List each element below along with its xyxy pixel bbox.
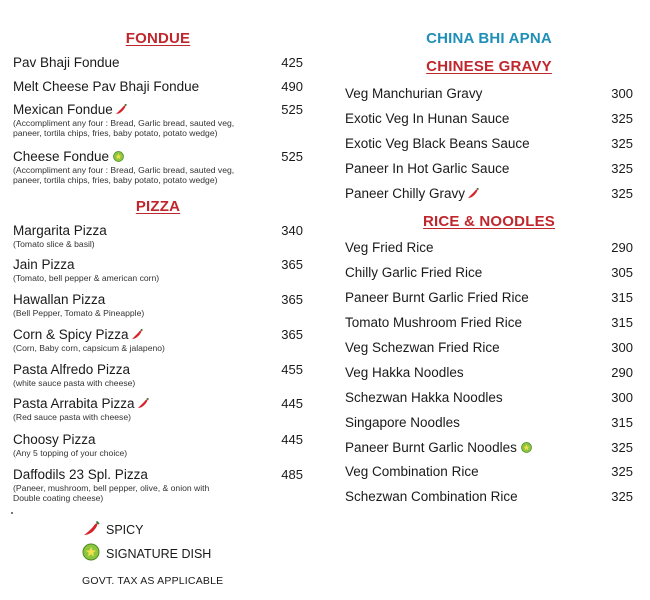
- item-description: paneer, tortila chips, fries, baby potato, potato wedge): [13, 175, 218, 185]
- item-name: Veg Combination Rice: [345, 464, 479, 479]
- item-name: Pasta Arrabita Pizza: [13, 396, 135, 411]
- menu-item: [345, 265, 633, 281]
- item-name: Exotic Veg Black Beans Sauce: [345, 136, 530, 151]
- chili-icon: [131, 329, 143, 340]
- item-description: (Accompliment any four : Bread, Garlic bread, sauted veg,: [13, 118, 235, 128]
- menu-item: [345, 365, 633, 381]
- item-name: Daffodils 23 Spl. Pizza: [13, 467, 148, 482]
- menu-item: [13, 55, 303, 71]
- section-title-pizza: PIZZA: [135, 198, 181, 215]
- menu-item: [345, 186, 633, 202]
- item-description: (Accompliment any four : Bread, Garlic bread, sauted veg,: [13, 165, 235, 175]
- item-price: 365: [281, 327, 303, 342]
- item-description: (Bell Pepper, Tomato & Pineapple): [13, 308, 145, 318]
- item-name: Schezwan Hakka Noodles: [345, 390, 503, 405]
- menu-item: [345, 440, 633, 456]
- item-name: Paneer Chilly Gravy: [345, 186, 466, 201]
- item-name: Hawallan Pizza: [13, 292, 106, 307]
- section-title-fondue: FONDUE: [125, 30, 191, 47]
- menu-item: [345, 464, 633, 480]
- item-price: 425: [281, 55, 303, 70]
- menu-item: [345, 240, 633, 256]
- item-name: Veg Fried Rice: [345, 240, 434, 255]
- item-description: Double coating cheese): [13, 493, 104, 503]
- item-name: Mexican Fondue: [13, 102, 113, 117]
- menu-item: [13, 149, 303, 185]
- item-price: 525: [281, 149, 303, 164]
- legend-signature-label: SIGNATURE DISH: [106, 547, 212, 561]
- item-price: 325: [611, 161, 633, 176]
- item-description: (Corn, Baby corn, capsicum & jalapeno): [13, 343, 165, 353]
- item-description: (white sauce pasta with cheese): [13, 378, 136, 388]
- tax-note: GOVT. TAX AS APPLICABLE: [82, 575, 224, 587]
- menu-item: [345, 111, 633, 127]
- item-price: 300: [611, 340, 633, 355]
- item-description: (Red sauce pasta with cheese): [13, 412, 131, 422]
- item-name: Pasta Alfredo Pizza: [13, 362, 131, 377]
- item-price: 340: [281, 223, 303, 238]
- menu-item: [345, 86, 633, 102]
- signature-icon: [113, 151, 124, 162]
- item-name: Paneer Burnt Garlic Noodles: [345, 440, 517, 455]
- menu-item: [13, 257, 303, 283]
- item-name: Jain Pizza: [13, 257, 75, 272]
- item-description: (Tomato, bell pepper & american corn): [13, 273, 160, 283]
- item-name: Cheese Fondue: [13, 149, 110, 164]
- item-name: Exotic Veg In Hunan Sauce: [345, 111, 510, 126]
- menu-item: [345, 489, 633, 505]
- item-price: 365: [281, 257, 303, 272]
- menu-item: [13, 102, 303, 138]
- item-name: Schezwan Combination Rice: [345, 489, 518, 504]
- chili-icon: [467, 188, 479, 199]
- signature-icon: [521, 442, 532, 453]
- item-name: Veg Hakka Noodles: [345, 365, 464, 380]
- legend-signature: [82, 543, 211, 561]
- item-name: Chilly Garlic Fried Rice: [345, 265, 483, 280]
- item-name: Corn & Spicy Pizza: [13, 327, 129, 342]
- item-price: 445: [281, 432, 303, 447]
- item-name: Paneer In Hot Garlic Sauce: [345, 161, 510, 176]
- item-price: 325: [611, 440, 633, 455]
- chili-icon: [82, 521, 100, 537]
- item-description: (Any 5 topping of your choice): [13, 448, 128, 458]
- menu-item: [345, 290, 633, 306]
- item-price: 325: [611, 464, 633, 479]
- item-price: 485: [281, 467, 303, 482]
- item-price: 300: [611, 86, 633, 101]
- menu-item: [345, 415, 633, 431]
- item-description: (Paneer, mushroom, bell pepper, olive, & onion with: [13, 483, 210, 493]
- item-price: 315: [611, 415, 633, 430]
- item-name: Tomato Mushroom Fried Rice: [345, 315, 523, 330]
- item-price: 490: [281, 79, 303, 94]
- item-price: 300: [611, 390, 633, 405]
- item-price: 325: [611, 186, 633, 201]
- menu-item: [13, 396, 303, 422]
- item-name: Veg Schezwan Fried Rice: [345, 340, 500, 355]
- item-price: 325: [611, 489, 633, 504]
- menu-item: [13, 223, 303, 249]
- item-price: 445: [281, 396, 303, 411]
- menu-item: [13, 327, 303, 353]
- item-name: Margarita Pizza: [13, 223, 107, 238]
- item-price: 365: [281, 292, 303, 307]
- section-title-chinese-gravy: CHINESE GRAVY: [426, 58, 552, 75]
- menu-item: [13, 432, 303, 458]
- menu-item: [345, 340, 633, 356]
- signature-icon: [82, 543, 100, 561]
- menu-item: [13, 362, 303, 388]
- item-description: (Tomato slice & basil): [13, 239, 95, 249]
- item-price: 315: [611, 315, 633, 330]
- item-name: Paneer Burnt Garlic Fried Rice: [345, 290, 529, 305]
- section-title-rice-noodles: RICE & NOODLES: [423, 213, 555, 230]
- item-price: 325: [611, 136, 633, 151]
- legend-spicy: [82, 521, 144, 537]
- item-price: 290: [611, 365, 633, 380]
- menu-item: [345, 315, 633, 331]
- menu-item: [345, 136, 633, 152]
- chili-icon: [115, 104, 127, 115]
- menu-item: [13, 79, 303, 95]
- item-name: Choosy Pizza: [13, 432, 96, 447]
- item-price: 525: [281, 102, 303, 117]
- item-price: 290: [611, 240, 633, 255]
- item-description: paneer, tortila chips, fries, baby potato, potato wedge): [13, 128, 218, 138]
- menu-item: [345, 161, 633, 177]
- item-price: 305: [611, 265, 633, 280]
- stray-dot: [11, 512, 13, 514]
- item-name: Pav Bhaji Fondue: [13, 55, 120, 70]
- legend-spicy-label: SPICY: [106, 523, 144, 537]
- item-price: 325: [611, 111, 633, 126]
- item-price: 315: [611, 290, 633, 305]
- menu-item: [345, 390, 633, 406]
- heading-china-bhi-apna: CHINA BHI APNA: [426, 30, 552, 47]
- menu-item: [13, 467, 303, 503]
- item-name: Singapore Noodles: [345, 415, 460, 430]
- item-name: Veg Manchurian Gravy: [345, 86, 483, 101]
- menu-item: [13, 292, 303, 318]
- item-price: 455: [281, 362, 303, 377]
- chili-icon: [137, 398, 149, 409]
- item-name: Melt Cheese Pav Bhaji Fondue: [13, 79, 200, 94]
